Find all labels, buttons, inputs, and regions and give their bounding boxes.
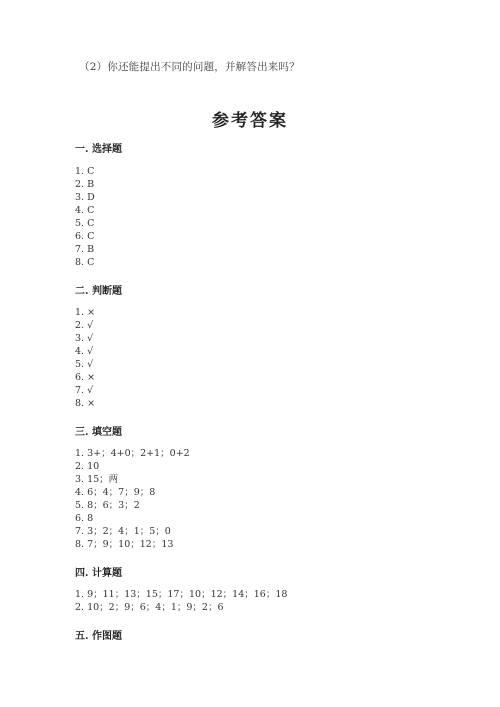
answer-value: 10；2；9；6；4；1；9；2；6 (87, 602, 224, 613)
section-heading-choice: 一. 选择题 (75, 144, 122, 155)
answer-value: √ (87, 320, 94, 331)
answer-value: 3；2；4；1；5；0 (87, 526, 171, 537)
answer-item (75, 332, 95, 345)
answer-item (75, 588, 287, 601)
answer-item (75, 447, 190, 460)
answer-list-judgement (75, 306, 95, 410)
section-heading-fill-blank: 三. 填空题 (75, 427, 122, 438)
answer-number: 5. (75, 218, 85, 229)
answer-value: B (87, 244, 95, 255)
answer-item (75, 319, 95, 332)
answer-value: × (87, 307, 96, 318)
answer-item (75, 345, 95, 358)
answer-item (75, 191, 95, 204)
answer-item (75, 371, 95, 384)
answer-number: 1. (75, 166, 85, 177)
answer-number: 4. (75, 487, 85, 498)
answer-item (75, 165, 95, 178)
answer-number: 2. (75, 461, 85, 472)
answer-value: √ (87, 333, 94, 344)
answer-value: × (87, 398, 96, 409)
intro-question: （2）你还能提出不同的问题，并解答出来吗？ (79, 61, 300, 73)
answer-value: × (87, 372, 96, 383)
answer-number: 8. (75, 539, 85, 550)
answer-value: 15；两 (87, 474, 119, 485)
page-title: 参考答案 (212, 111, 288, 131)
answer-value: √ (87, 359, 94, 370)
answer-number: 5. (75, 500, 85, 511)
answer-value: B (87, 179, 95, 190)
answer-value: C (87, 166, 95, 177)
answer-item (75, 512, 190, 525)
answer-number: 4. (75, 346, 85, 357)
answer-value: 7；9；10；12；13 (87, 539, 174, 550)
answer-item (75, 204, 95, 217)
answer-number: 4. (75, 205, 85, 216)
answer-value: C (87, 205, 95, 216)
answer-value: 10 (87, 461, 100, 472)
answer-number: 1. (75, 448, 85, 459)
answer-number: 3. (75, 474, 85, 485)
answer-number: 6. (75, 372, 85, 383)
answer-number: 3. (75, 333, 85, 344)
answer-list-fill-blank (75, 447, 190, 551)
answer-number: 7. (75, 526, 85, 537)
answer-item (75, 601, 287, 614)
answer-item (75, 473, 190, 486)
answer-number: 1. (75, 589, 85, 600)
answer-list-calculation (75, 588, 287, 614)
answer-number: 6. (75, 513, 85, 524)
section-heading-judgement: 二. 判断题 (75, 286, 122, 297)
answer-list-choice (75, 165, 95, 269)
answer-number: 5. (75, 359, 85, 370)
answer-value: D (87, 192, 95, 203)
answer-value: 6；4；7；9；8 (87, 487, 156, 498)
answer-value: 3+；4+0；2+1；0+2 (87, 448, 190, 459)
answer-number: 1. (75, 307, 85, 318)
answer-number: 3. (75, 192, 85, 203)
answer-number: 7. (75, 385, 85, 396)
answer-item (75, 256, 95, 269)
answer-number: 8. (75, 257, 85, 268)
answer-number: 2. (75, 602, 85, 613)
answer-value: √ (87, 346, 94, 357)
answer-number: 7. (75, 244, 85, 255)
answer-item (75, 230, 95, 243)
answer-item (75, 525, 190, 538)
answer-number: 2. (75, 179, 85, 190)
answer-number: 6. (75, 231, 85, 242)
answer-value: C (87, 257, 95, 268)
answer-number: 2. (75, 320, 85, 331)
answer-item (75, 460, 190, 473)
section-heading-calculation: 四. 计算题 (75, 568, 122, 579)
answer-item (75, 358, 95, 371)
answer-item (75, 306, 95, 319)
answer-item (75, 538, 190, 551)
answer-value: 9；11；13；15；17；10；12；14；16；18 (87, 589, 288, 600)
answer-item (75, 486, 190, 499)
answer-value: 8 (87, 513, 94, 524)
answer-item (75, 217, 95, 230)
answer-value: 8；6；3；2 (87, 500, 140, 511)
answer-item (75, 178, 95, 191)
answer-value: C (87, 218, 95, 229)
answer-item (75, 397, 95, 410)
answer-value: √ (87, 385, 94, 396)
answer-value: C (87, 231, 95, 242)
answer-item (75, 384, 95, 397)
answer-item (75, 499, 190, 512)
answer-number: 8. (75, 398, 85, 409)
section-heading-drawing: 五. 作图题 (75, 631, 122, 642)
answer-item (75, 243, 95, 256)
